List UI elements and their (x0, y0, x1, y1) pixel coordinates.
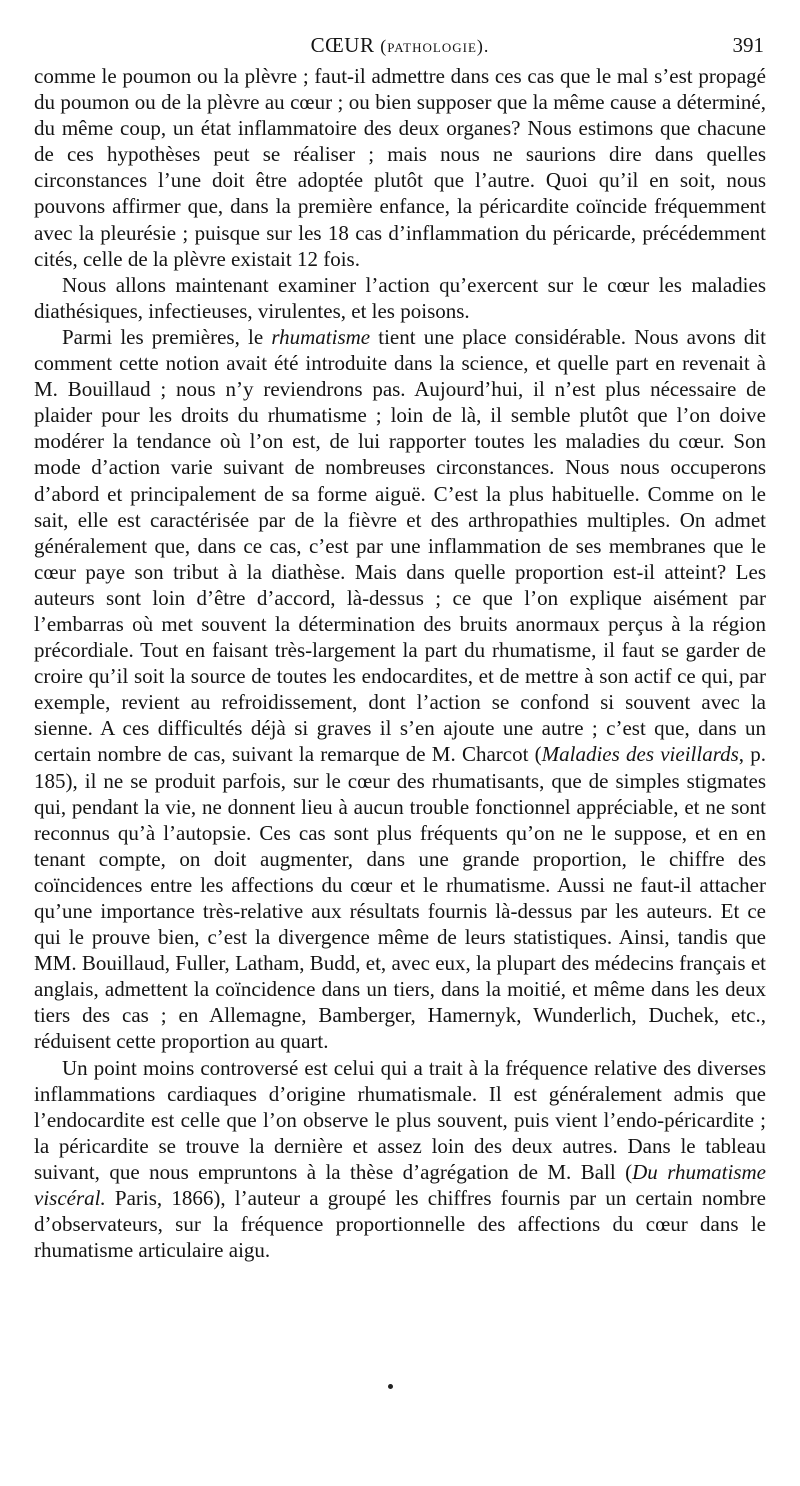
paragraph-4 (34, 1055, 766, 1264)
paragraph-2 (34, 272, 766, 324)
print-mark-dot (388, 1384, 393, 1389)
body-text (34, 63, 766, 1263)
paragraph-3-text-c: , p. 185), il ne se produit parfois, sur le cœur des rhumatisants, que de simples stigmates qui, pendant la vie, ne donnent lieu à aucun trouble fonctionnel appréciable, et ne sont reconnus qu’à l’autopsie. Ces cas sont plus fréquents qu’on ne le suppose, et en en tenant compte, on doit augmenter, dans une grande proportion, le chiffre des coïncidences entre les affections du cœur et le rhumatisme. Aussi ne faut-il attacher qu’une importance très-relative aux résultats fournis là-dessus par les auteurs. Et ce qui le prouve bien, c’est la divergence même de leurs statistiques. Ainsi, tandis que MM. Bouillaud, Fuller, Latham, Budd, et, avec eux, la plupart des médecins français et anglais, admettent la coïncidence dans un tiers, dans la moitié, et même dans les deux tiers des cas ; en Allemagne, Bamberger, Hamernyk, Wunderlich, Duchek, etc., réduisent cette proportion au quart. (34, 742, 766, 1054)
paragraph-4-text-b: Paris, 1866), l’auteur a groupé les chiffres fournis par un certain nombre d’observateurs, sur la fréquence proportionnelle des affections du cœur dans le rhumatisme articulaire aigu. (34, 1186, 766, 1263)
term-rhumatisme: rhumatisme (271, 324, 371, 349)
page-number: 391 (732, 33, 764, 57)
paragraph-3-text-a: Parmi les premières, le (62, 324, 272, 349)
paragraph-2-text: Nous allons maintenant examiner l’action qu’exercent sur le cœur les maladies diathésiques, infectieuses, virulentes, et les poisons. (34, 272, 766, 323)
citation-maladies-des-vieillards: Maladies des vieillards (541, 742, 739, 767)
paragraph-3-text-b: tient une place considérable. Nous avons dit comment cette notion avait été introduite dans la science, et quelle part en revenait à M. Bouillaud ; nous n’y reviendrons pas. Aujourd’hui, il n’est plus nécessaire de plaider pour les droits du rhumatisme ; loin de là, il semble plutôt que l’on doive modérer la tendance où l’on est, de lui rapporter toutes les maladies du cœur. Son mode d’action varie suivant de nombreuses circonstances. Nous nous occuperons d’abord et principalement de sa forme aiguë. C’est la plus habituelle. Comme on le sait, elle est caractérisée par de la fièvre et des arthropathies multiples. On admet généralement que, dans ce cas, c’est par une inflammation de ses membranes que le cœur paye son tribut à la diathèse. Mais dans quelle proportion est-il atteint? Les auteurs sont loin d’être d’accord, là-dessus ; ce que l’on explique aisément par l’embarras où met souvent la détermination des bruits anormaux perçus à la région précordiale. Tout en faisant très-largement la part du rhumatisme, il faut se garder de croire qu’il soit la source de toutes les endocardites, et de mettre à son actif ce qui, par exemple, revient au refroidissement, dont l’action se confond si souvent avec la sienne. A ces difficultés déjà si graves il s’en ajoute une autre ; c’est que, dans un certain nombre de cas, suivant la remarque de M. Charcot ( (34, 324, 767, 767)
paragraph-1 (34, 63, 766, 272)
paragraph-1-text: comme le poumon ou la plèvre ; faut-il admettre dans ces cas que le mal s’est propagé du poumon ou de la plèvre au cœur ; ou bien supposer que la même cause a déterminé, du même coup, un état inflammatoire des deux organes? Nous estimons que chacune de ces hypothèses peut se réaliser ; mais nous ne saurions dire dans quelles circonstances l’une doit être adoptée plutôt que l’autre. Quoi qu’il en soit, nous pouvons affirmer que, dans la première enfance, la péricardite coïncide fréquemment avec la pleurésie ; puisque sur les 18 cas d’inflammation du péricarde, précédemment cités, celle de la plèvre existait 12 fois. (34, 64, 766, 271)
running-head-title: CŒUR (310, 33, 375, 57)
running-head (34, 30, 766, 61)
citation-du-rhumatisme-visceral: Du rhumatisme viscéral. (34, 1159, 766, 1211)
paragraph-3 (34, 324, 766, 1055)
running-head-subtitle: (pathologie). (380, 36, 490, 56)
page-header (34, 30, 766, 60)
paragraph-4-text-a: Un point moins controversé est celui qui a trait à la fréquence relative des diverses inflammations cardiaques d’origine rhumatismale. Il est généralement admis que l’endocardite est celle que l’on observe le plus souvent, puis vient l’endo-péricardite ; la péricardite se trouve la dernière et assez loin des deux autres. Dans le tableau suivant, que nous empruntons à la thèse d’agrégation de M. Ball ( (34, 1055, 766, 1184)
